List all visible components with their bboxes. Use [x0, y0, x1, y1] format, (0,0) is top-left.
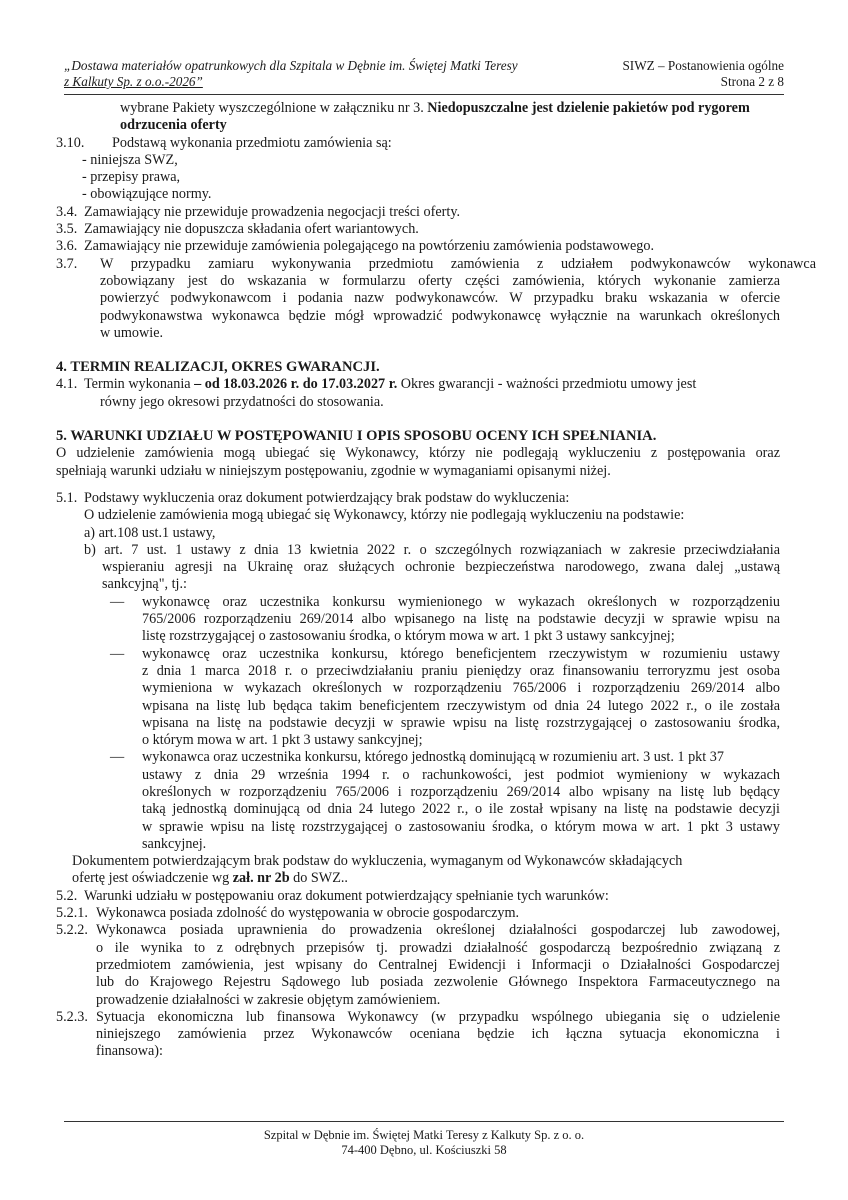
section-number: 5.1. — [56, 489, 78, 506]
section-number: 3.7. — [56, 255, 78, 272]
text-line: lub do Krajowego Rejestru Sądowego lub posiada zezwolenie Głównego Inspektora Farmaceutycznego na — [96, 974, 780, 991]
text-line: przedmiotem zamówienia, jest wpisany do Centralnej Ewidencji i Informacji o Działalności Gospodarczej — [96, 956, 780, 973]
section-text: Zamawiający nie przewiduje prowadzenia negocjacji treści oferty. — [84, 203, 461, 220]
header-title-line1: „Dostawa materiałów opatrunkowych dla Szpitala w Dębnie im. Świętej Matki Teresy — [64, 58, 518, 73]
intro-line1 — [64, 100, 780, 117]
header-title — [64, 58, 518, 90]
section-number: 4.1. — [56, 376, 78, 393]
text-line — [64, 870, 780, 887]
text-line: wykonawcę oraz uczestnika konkursu wymienionego w wykazach określonych w rozporządzeniu — [142, 593, 780, 610]
section-number: 3.5. — [56, 221, 78, 238]
text-line: o którym mowa w art. 1 pkt 3 ustawy sankcyjnej; — [142, 732, 423, 749]
section-number: 5.2. — [56, 887, 78, 904]
section-text: Okres gwarancji - ważności przedmiotu umowy jest — [397, 376, 697, 393]
bullet-item — [64, 594, 780, 646]
section-text: Zamawiający nie przewiduje zamówienia polegającego na powtórzeniu zamówienia podstawowego. — [84, 238, 655, 255]
section-number: 5.2.1. — [56, 905, 88, 922]
bullet-item — [64, 749, 780, 853]
text-line: określonych w rozporządzeniu 765/2006 i rozporządzeniu 269/2014 albo wpisany na listę lub będący — [142, 783, 780, 800]
text-line: 765/2006 rozporządzeniu 269/2014 albo wpisanego na listę na podstawie decyzji w sprawie wpisu na — [142, 611, 780, 628]
section-text: Wykonawca posiada zdolność do występowania w obrocie gospodarczym. — [96, 905, 520, 922]
text-line: Sytuacja ekonomiczna lub finansowa Wykonawcy (w przypadku wspólnego ubiegania się o udzielenie — [96, 1008, 780, 1025]
document-body — [56, 100, 816, 1061]
section-number: 3.6. — [56, 238, 78, 255]
section-number: 3.4. — [56, 203, 78, 220]
text-line: wykonawca oraz uczestnika konkursu, którego jednostką dominującą w rozumieniu art. 3 ust. 1 pkt 37 — [142, 749, 724, 766]
text-line: z dnia 1 marca 2018 r. o przeciwdziałaniu praniu pieniędzy oraz finansowaniu terroryzmu jest osoba — [142, 662, 780, 679]
text-line: równy jego okresowi przydatności do stosowania. — [100, 393, 384, 410]
text-line: ustawy z dnia 29 września 1994 r. o rachunkowości, jest podmiot wymieniony w wykazach — [142, 766, 780, 783]
page-header — [64, 58, 784, 95]
section-number: 3.10. — [56, 134, 85, 151]
list-item: - obowiązujące normy. — [82, 186, 212, 203]
section-text: Zamawiający nie dopuszcza składania ofert wariantowych. — [84, 221, 419, 238]
date-range: – od 18.03.2026 r. do 17.03.2027 r. — [194, 376, 398, 393]
section-5-2 — [56, 887, 780, 905]
section-5-heading: 5. WARUNKI UDZIAŁU W POSTĘPOWANIU I OPIS SPOSOBU OCENY ICH SPEŁNIANIA. — [56, 428, 657, 445]
text-line: o ile wynika to z odrębnych przepisów tj. prowadzi działalność gospodarczą bezpośrednio związaną z — [96, 939, 780, 956]
text-line: Wykonawca posiada uprawnienia do prowadzenia określonej działalności gospodarczej lub zawodowej, — [96, 922, 780, 939]
header-section: SIWZ – Postanowienia ogólne — [622, 58, 784, 73]
text-line: spełniają warunki udziału w niniejszym postępowaniu, zgodnie w wymaganiami opisanymi niżej. — [56, 462, 611, 479]
section-4-heading: 4. TERMIN REALIZACJI, OKRES GWARANCJI. — [56, 359, 380, 376]
text-line: O udzielenie zamówienia mogą ubiegać się Wykonawcy, którzy nie podlegają wykluczeniu na podstawie: — [84, 507, 685, 524]
text-line: listę rozstrzygającej o zastosowaniu środka, o którym mowa w art. 1 pkt 3 ustawy sankcyjnej; — [142, 628, 675, 645]
section-text: Termin wykonania — [84, 376, 195, 393]
section-3-4 — [56, 203, 780, 221]
text-line: w umowie. — [100, 324, 164, 341]
section-3-6 — [56, 238, 780, 255]
text-line: powierzyć podwykonawcom i podania nazw podwykonawców. W przypadku braku wskazania w ofercie — [100, 290, 780, 307]
text-line: wykonawcę oraz uczestnika konkursu, którego beneficjentem rzeczywistym w rozumieniu ustawy — [142, 645, 780, 662]
list-item: - przepisy prawa, — [82, 169, 181, 186]
page-footer — [0, 1128, 848, 1158]
header-meta — [622, 58, 784, 90]
text-line: wymieniona w wykazach określonych w rozporządzeniu 765/2006 i rozporządzeniu 269/2014 albo — [142, 680, 780, 697]
header-title-line2: z Kalkuty Sp. z o.o.-2026” — [64, 74, 203, 89]
section-number: 5.2.2. — [56, 922, 88, 939]
text-line: taką jednostką dominującą od dnia 24 lutego 2022 r., o ile został wpisany na listę na podstawie decyzji — [142, 801, 780, 818]
section-text: ofertę jest oświadczenie wg — [72, 870, 233, 887]
intro-line2: odrzucenia oferty — [120, 117, 227, 134]
text-line: wpisana na listę lub będąca takim beneficjentem rzeczywistym od dnia 24 lutego 2022 r., o ile została — [142, 697, 780, 714]
dash-bullet: — — [110, 645, 125, 662]
bullet-item — [64, 646, 780, 750]
text-line: sankcyjną", tj.: — [102, 576, 187, 593]
footer-divider — [64, 1121, 784, 1122]
section-3-10 — [56, 134, 780, 152]
section-5-2-2 — [56, 922, 780, 1008]
text-line: W przypadku zamiaru wykonywania przedmiotu zamówienia z udziałem podwykonawców wykonawca — [100, 255, 816, 272]
text-line: zobowiązany jest do wskazania w formularzu oferty części zamówienia, których wykonanie zamierza — [100, 272, 780, 289]
section-text: Podstawą wykonania przedmiotu zamówienia są: — [112, 134, 392, 151]
section-number: 5.2.3. — [56, 1008, 88, 1025]
dash-bullet: — — [110, 749, 125, 766]
text-line: Dokumentem potwierdzającym brak podstaw do wykluczenia, wymaganym od Wykonawców składających — [72, 853, 683, 870]
section-3-5 — [56, 221, 780, 238]
text-line: wspieraniu agresji na Ukrainę oraz służących ochronie bezpieczeństwa narodowego, zwana dalej „ustawą — [102, 559, 780, 576]
intro-bold: Niedopuszczalne jest dzielenie pakietów pod rygorem — [427, 100, 750, 116]
section-5-2-3 — [56, 1008, 780, 1061]
section-text: Podstawy wykluczenia oraz dokument potwierdzający brak podstaw do wykluczenia: — [84, 489, 570, 506]
text-line: w sprawie wpisu na listę rozstrzygającej o zastosowaniu środka, o którym mowa w art. 1 pkt 3 ustawy — [142, 818, 780, 835]
page-number: Strona 2 z 8 — [720, 74, 784, 89]
text-line: podwykonawstwa wykonawca będzie mógł wprowadzić podwykonawcę wyłącznie na warunkach określonych — [100, 307, 780, 324]
footer-line2: 74-400 Dębno, ul. Kościuszki 58 — [341, 1143, 507, 1157]
list-item-a: a) art.108 ust.1 ustawy, — [84, 524, 216, 541]
footer-line1: Szpital w Dębnie im. Świętej Matki Teresy z Kalkuty Sp. z o. o. — [263, 1128, 585, 1142]
list-item: - niniejsza SWZ, — [82, 151, 178, 168]
text-line: prowadzenie działalności w zakresie objętym zamówieniem. — [96, 991, 441, 1008]
text-line: wpisana na listę na podstawie decyzji w sprawie wpisu na listę rozstrzygającej o zastosowaniu środka, — [142, 714, 780, 731]
section-text: Warunki udziału w postępowaniu oraz dokument potwierdzający spełnianie tych warunków: — [84, 887, 609, 904]
section-5-1 — [56, 489, 780, 507]
section-3-7 — [56, 255, 816, 342]
text-line: finansowa): — [96, 1043, 163, 1060]
intro-text: wybrane Pakiety wyszczególnione w załączniku nr 3. — [120, 100, 428, 116]
section-5-2-1 — [56, 905, 780, 922]
dash-bullet: — — [110, 593, 125, 610]
section-4-1 — [56, 376, 780, 393]
text-line: niniejszego zamówienia przez Wykonawców oceniana będzie ich łączna sytuacja ekonomiczna i — [96, 1026, 780, 1043]
attachment-ref: zał. nr 2b — [232, 870, 290, 887]
text-line: sankcyjnej. — [142, 835, 207, 852]
text-line: O udzielenie zamówienia mogą ubiegać się Wykonawcy, którzy nie podlegają wykluczeniu z postępowania oraz — [56, 445, 780, 462]
list-item-b: b) art. 7 ust. 1 ustawy z dnia 13 kwietnia 2022 r. o szczególnych rozwiązaniach w zakresie przeciwdziałania — [84, 541, 780, 558]
section-text: do SWZ.. — [289, 870, 348, 887]
